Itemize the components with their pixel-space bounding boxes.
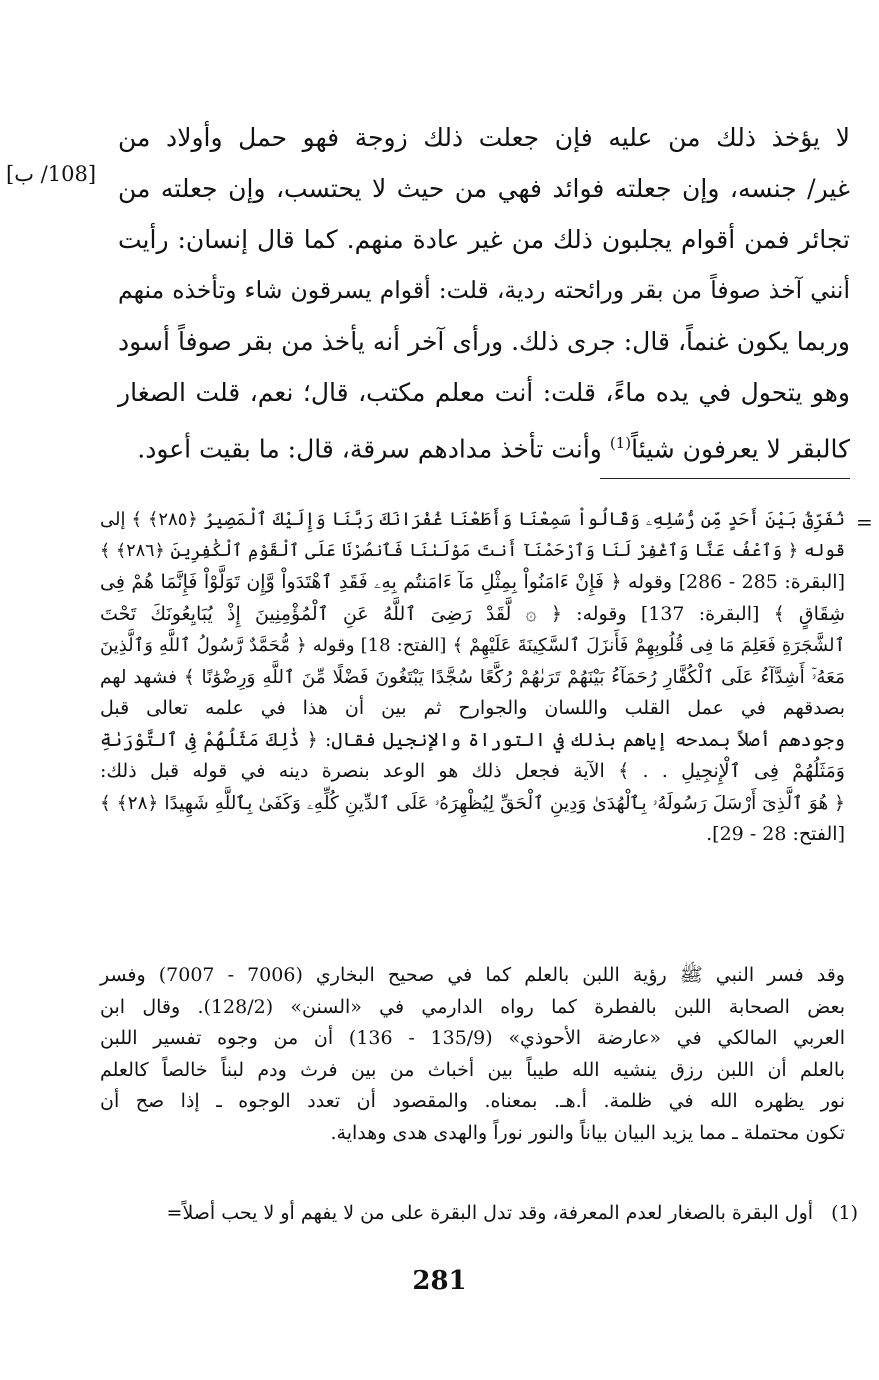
main-text-last-line xyxy=(118,418,850,469)
footnote-line: قوله ﴿ وَٱعْفُ عَنَّا وَٱغْفِرْ لَنَا وَٱرْحَمْنَآ أَنتَ مَوْلَىٰنَا فَٱنصُرْنَا عَلَى ٱلْقَوْمِ ٱلْكَٰفِرِينَ ﴿٢٨٦﴾ ﴾ xyxy=(100,540,845,561)
footnote-continuation-mark: = xyxy=(856,510,873,534)
main-text-line: وهو يتحول في يده ماءً، قلت: أنت معلم مكتب، قال؛ نعم، قلت الصغار xyxy=(118,378,850,407)
footnote-line: بالعلم أن اللبن رزق ينشيه الله طيباً بين أخباث من بين فرث ودم لبناً خالصاً كالعلم xyxy=(100,1058,845,1081)
footnote-text: أول البقرة بالصغار لعدم المعرفة، وقد تدل البقرة على من لا يفهم أو لا يحب أصلاً= xyxy=(166,1202,814,1224)
footnote-line: مَعَهُۥٓ أَشِدَّآءُ عَلَى ٱلْكُفَّارِ رُحَمَآءُ بَيْنَهُمْ تَرَىٰهُمْ رُكَّعًا سُجَّدًا يَبْتَغُونَ فَضْلًا مِّنَ ٱللَّهِ وَرِضْوَٰنًا ﴾ فشهد لهم xyxy=(100,666,845,688)
footnote-paragraph xyxy=(100,960,845,1149)
footnote-line: العربي المالكي في «عارضة الأحوذي» (135/9 - 136) أن من وجوه تفسير اللبن xyxy=(100,1027,846,1049)
footnote-number: (1) xyxy=(831,1202,858,1224)
page-number: 281 xyxy=(412,1266,467,1296)
main-text-line: وربما يكون غنماً، قال: جرى ذلك. ورأى آخر أنه يأخذ من بقر صوفاً أسود xyxy=(118,327,850,356)
footnote-line: بصدقهم في عمل القلب واللسان والجوارح ثم بين أن هذا في علمه تعالى قبل xyxy=(100,697,845,719)
main-body-text xyxy=(118,112,850,469)
footnote-continued-block xyxy=(100,504,845,851)
footnote-line: نور يظهره الله في ظلمة. أ.هـ. بمعناه. والمقصود أن تعدد الوجوه ـ إذا صح أن xyxy=(100,1090,845,1112)
footnote-line: [البقرة: 285 - 286] وقوله ﴿ فَإِنْ ءَامَنُواْ بِمِثْلِ مَآ ءَامَنتُم بِهِۦ فَقَدِ ٱهْتَدَواْ وَّإِن تَوَلَّوْاْ فَإِنَّمَا هُمْ فِى xyxy=(100,571,845,593)
main-text-line: تجائر فمن أقوام يجلبون ذلك من غير عادة منهم. كما قال إنسان: رأيت xyxy=(118,225,850,254)
footnote-line: بعض الصحابة اللبن بالفطرة كما رواه الدارمي في «السنن» (128/2). وقال ابن xyxy=(100,995,845,1018)
main-text-line: أنني آخذ صوفاً من بقر ورائحته ردية، قلت: أقوام يسرقون شاء وتأخذه منهم xyxy=(118,276,850,304)
footnote-line: ﴿ هُوَ ٱلَّذِىٓ أَرْسَلَ رَسُولَهُۥ بِٱلْهُدَىٰ وَدِينِ ٱلْحَقِّ لِيُظْهِرَهُۥ عَلَى ٱلدِّينِ كُلِّهِۦ وَكَفَىٰ بِٱللَّهِ شَهِيدًا ﴿٢٨﴾ ﴾ xyxy=(100,792,846,814)
footnote-line: ٱلشَّجَرَةِ فَعَلِمَ مَا فِى قُلُوبِهِمْ فَأَنزَلَ ٱلسَّكِينَةَ عَلَيْهِمْ ﴾ [الفتح: 18] وقوله ﴿ مُّحَمَّدٌ رَّسُولُ ٱللَّهِ وَٱلَّذِينَ xyxy=(100,635,846,656)
footnote-reference-marker: (1) xyxy=(609,434,632,452)
main-text-line: غير/ جنسه، وإن جعلته فوائد فهي من حيث لا يحتسب، وإن جعلته من xyxy=(118,174,850,203)
footnote-1 xyxy=(88,1198,858,1228)
manuscript-folio-reference: [108/ ب] xyxy=(6,162,97,186)
footnote-separator-rule xyxy=(600,478,850,479)
footnote-line: [الفتح: 28 - 29]. xyxy=(706,823,845,845)
footnote-line: وقد فسر النبي ﷺ رؤية اللبن بالعلم كما في صحيح البخاري (7006 - 7007) وفسر xyxy=(100,964,845,986)
footnote-line: وجودهم أصلاً بمدحه إياهم بذلك في التوراة والإنجيل فقال: ﴿ ذَٰلِكَ مَثَلُهُمْ فِى ٱلتَّوْرَىٰةِ xyxy=(100,728,845,751)
footnote-line: نُفَرِّقُ بَيْنَ أَحَدٍ مِّن رُّسُلِهِۦ وَقَالُواْ سَمِعْنَا وَأَطَعْنَا غُفْرَانَكَ رَبَّنَا وَإِلَيْكَ ٱلْمَصِيرُ ﴿٢٨٥﴾ ﴾ إلى xyxy=(100,509,845,530)
footnote-line: تكون محتملة ـ مما يزيد البيان بياناً والنور نوراً والهدى هدى وهداية. xyxy=(330,1121,845,1144)
main-text-segment: كالبقر لا يعرفون شيئاً xyxy=(631,434,850,464)
main-text-segment: وأنت تأخذ مدادهم سرقة، قال: ما بقيت أعود. xyxy=(137,434,610,464)
main-text-line: لا يؤخذ ذلك من عليه فإن جعلت ذلك زوجة فهو حمل وأولاد من xyxy=(118,123,850,152)
footnote-line: وَمَثَلُهُمْ فِى ٱلْإِنجِيلِ . . ﴾ الآية فجعل ذلك هو الوعد بنصرة دينه في قوله قبل ذلك: xyxy=(100,760,845,782)
footnote-line: شِقَاقٍ ﴾ [البقرة: 137] وقوله: ﴿ ۞ لَّقَدْ رَضِىَ ٱللَّهُ عَنِ ٱلْمُؤْمِنِينَ إِذْ يُبَايِعُونَكَ تَحْتَ xyxy=(100,602,845,625)
